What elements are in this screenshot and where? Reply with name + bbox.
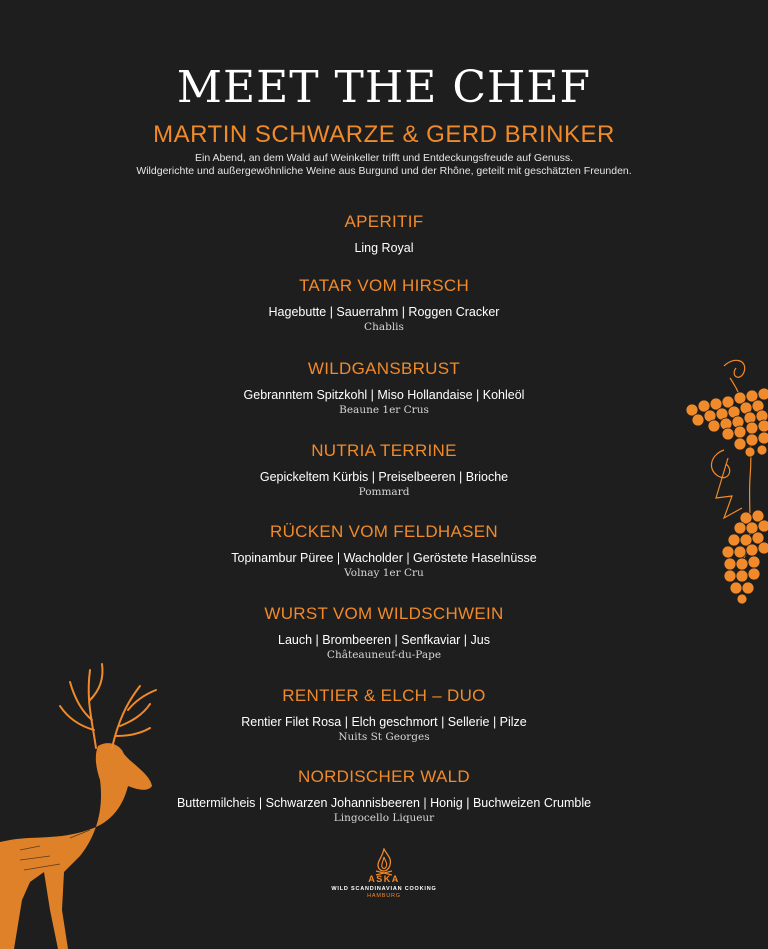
page-title: MEET THE CHEF: [176, 62, 592, 113]
course-title: WILDGANSBRUST: [307, 359, 461, 378]
course-dish: Lauch | Brombeeren | Senfkaviar | Jus: [278, 633, 490, 647]
course-aperitif: [0, 212, 768, 255]
course-dish: Hagebutte | Sauerrahm | Roggen Cracker: [268, 305, 500, 319]
course-wine: Volnay 1er Cru: [344, 567, 424, 579]
course-nutria-terrine: [0, 441, 768, 498]
course-wildgansbrust: [0, 359, 768, 416]
course-title: WURST VOM WILDSCHWEIN: [264, 604, 504, 623]
logo-city: HAMBURG: [367, 893, 401, 899]
aska-logo: [0, 848, 768, 899]
course-wine: Châteauneuf-du-Pape: [326, 649, 442, 661]
course-wine: Pommard: [358, 486, 410, 498]
course-wine: Beaune 1er Crus: [339, 404, 429, 416]
course-wurst-vom-wildschwein: [0, 604, 768, 661]
course-rentier-elch-duo: [0, 686, 768, 743]
course-dish: Ling Royal: [354, 241, 414, 255]
course-title: RÜCKEN VOM FELDHASEN: [270, 522, 498, 541]
course-title: NUTRIA TERRINE: [311, 441, 457, 460]
course-title: NORDISCHER WALD: [298, 767, 470, 786]
course-tatar-vom-hirsch: [0, 276, 768, 333]
course-title: TATAR VOM HIRSCH: [298, 276, 470, 295]
course-wine: Lingocello Liqueur: [333, 812, 435, 824]
course-dish: Buttermilcheis | Schwarzen Johannisbeeren | Honig | Buchweizen Crumble: [176, 796, 592, 810]
course-wine: Nuits St Georges: [338, 731, 430, 743]
course-dish: Gebranntem Spitzkohl | Miso Hollandaise | Kohleöl: [243, 388, 525, 402]
intro-text-line-2: Wildgerichte und außergewöhnliche Weine aus Burgund und der Rhône, geteilt mit geschätzten Freunden.: [136, 165, 632, 177]
course-dish: Topinambur Püree | Wacholder | Geröstete Haselnüsse: [231, 551, 537, 565]
chefs-names: MARTIN SCHWARZE & GERD BRINKER: [153, 121, 615, 148]
course-ruecken-vom-feldhasen: [0, 522, 768, 579]
course-dish: Gepickeltem Kürbis | Preiselbeeren | Brioche: [259, 470, 509, 484]
flame-icon: [373, 848, 395, 876]
logo-name: ASKA: [368, 874, 400, 884]
course-title: RENTIER & ELCH – DUO: [282, 686, 486, 705]
intro-text-line-1: Ein Abend, an dem Wald auf Weinkeller trifft und Entdeckungsfreude auf Genuss.: [194, 152, 574, 164]
course-nordischer-wald: [0, 767, 768, 824]
course-dish: Rentier Filet Rosa | Elch geschmort | Sellerie | Pilze: [241, 715, 527, 729]
logo-tagline: WILD SCANDINAVIAN COOKING: [331, 886, 437, 892]
course-wine: Chablis: [364, 321, 404, 333]
course-title: APERITIF: [344, 212, 424, 231]
